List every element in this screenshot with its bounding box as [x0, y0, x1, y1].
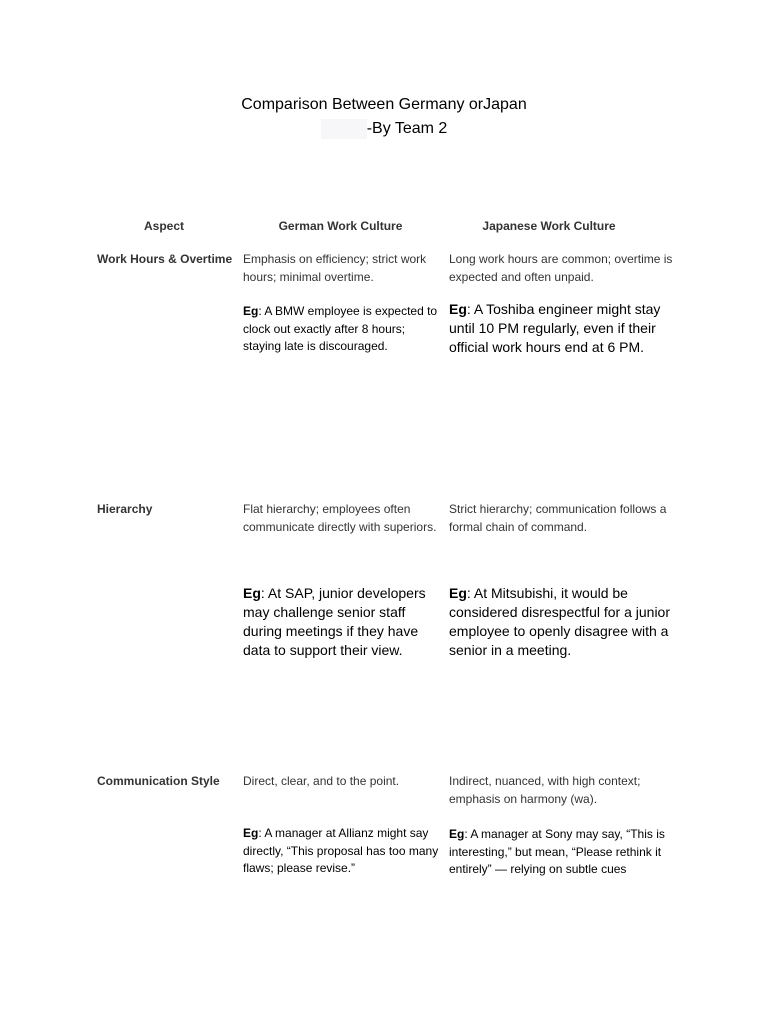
- example-label: Eg: [449, 301, 467, 317]
- header-german: German Work Culture: [278, 219, 403, 233]
- example-text: : A BMW employee is expected to clock out exactly after 8 hours; staying late is discouraged.: [243, 304, 438, 353]
- example-text: : A manager at Allianz might say directly, “This proposal has too many flaws; please revise.”: [243, 826, 439, 875]
- german-example: [243, 825, 441, 878]
- page-title: [0, 93, 768, 141]
- row-label-hierarchy: Hierarchy: [97, 502, 153, 516]
- text-highlight: [321, 119, 367, 139]
- japanese-example: [449, 584, 677, 660]
- subtitle-line: [0, 117, 768, 141]
- japanese-example: [449, 826, 677, 879]
- german-summary: Direct, clear, and to the point.: [243, 774, 400, 788]
- example-text: : At SAP, junior developers may challenge senior staff during meetings if they have data to support their view.: [243, 585, 426, 658]
- title-line: Comparison Between Germany orJapan: [241, 96, 527, 113]
- example-label: Eg: [449, 827, 465, 841]
- header-japanese: Japanese Work Culture: [482, 219, 616, 233]
- example-label: Eg: [243, 826, 259, 840]
- example-text: : A manager at Sony may say, “This is interesting,” but mean, “Please rethink it entirely” — relying on subtle cues: [449, 827, 665, 876]
- example-text: : A Toshiba engineer might stay until 10 PM regularly, even if their official work hours end at 6 PM.: [449, 301, 661, 355]
- example-label: Eg: [449, 585, 467, 601]
- row-label-communication: Communication Style: [97, 774, 220, 788]
- team-label: -By Team 2: [366, 120, 448, 137]
- example-label: Eg: [243, 585, 261, 601]
- japanese-summary: Strict hierarchy; communication follows a formal chain of command.: [449, 502, 667, 534]
- example-text: : At Mitsubishi, it would be considered disrespectful for a junior employee to openly disagree with a senior in a meeting.: [449, 585, 671, 658]
- japanese-summary: Long work hours are common; overtime is expected and often unpaid.: [449, 252, 673, 284]
- german-summary: Flat hierarchy; employees often communicate directly with superiors.: [243, 502, 437, 534]
- german-example: [243, 303, 441, 356]
- row-label-work-hours: Work Hours & Overtime: [97, 252, 233, 266]
- header-aspect: Aspect: [143, 219, 184, 233]
- german-summary: Emphasis on efficiency; strict work hours; minimal overtime.: [243, 252, 427, 284]
- german-example: [243, 584, 441, 660]
- example-label: Eg: [243, 304, 259, 318]
- japanese-summary: Indirect, nuanced, with high context; emphasis on harmony (wa).: [449, 774, 641, 806]
- japanese-example: [449, 300, 677, 357]
